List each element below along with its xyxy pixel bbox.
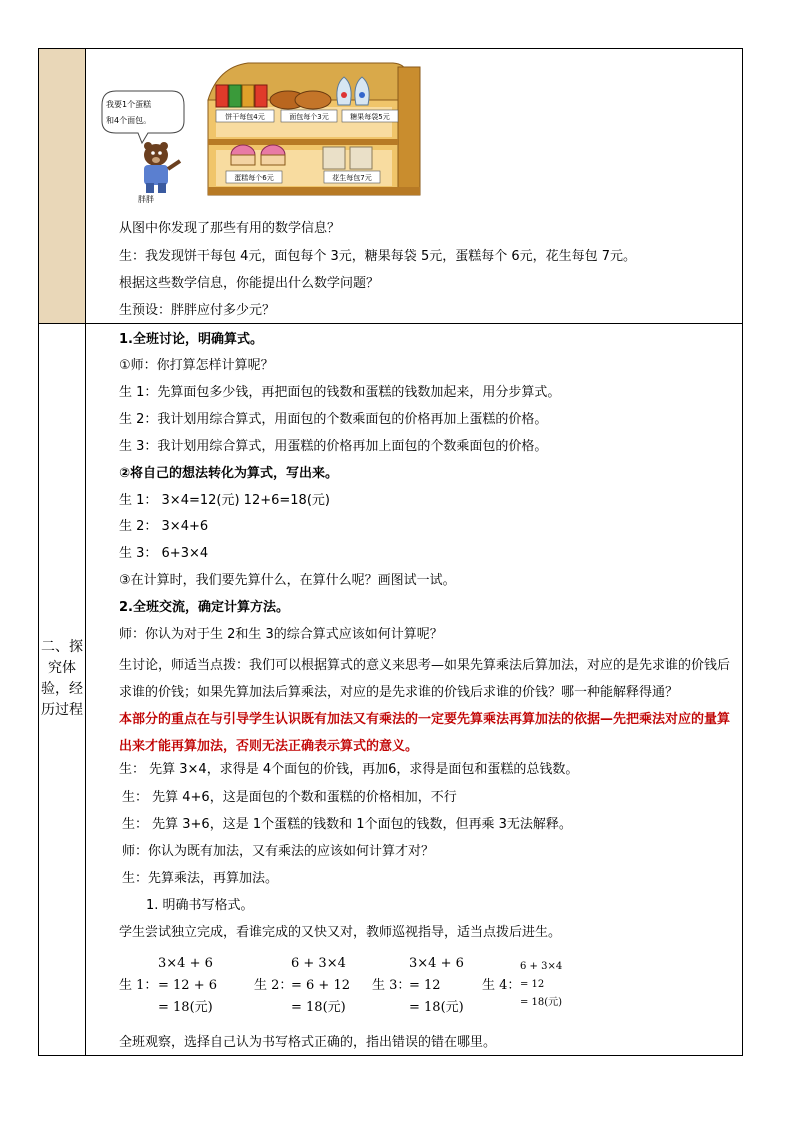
work-2-line-1: 6 + 3×4	[291, 956, 346, 971]
label-peanut: 花生每包7元	[332, 174, 372, 182]
para-10: 生讨论，师适当点拨：我们可以根据算式的意义来思考—如果先算乘法后算加法，对应的是先求谁的价钱后求谁的价钱；如果先算加法后算乘法，对应的是先求谁的价钱后求谁的价钱？哪一种能解释得通？	[119, 658, 731, 700]
heading-1: 1.全班讨论，明确算式。	[119, 332, 263, 347]
work-1-line-1: 3×4 + 6	[158, 956, 213, 971]
para-2: 生 1：先算面包多少钱，再把面包的钱数和蛋糕的钱数加起来，用分步算式。	[119, 385, 561, 400]
section-label: 二、探究体验，经历过程	[41, 639, 83, 718]
para-6: 生 2： 3×4+6	[119, 519, 209, 534]
work-2-line-2: = 6 + 12	[291, 978, 350, 993]
para-9: 师：你认为对于生 2和生 3的综合算式应该如何计算呢？	[119, 627, 443, 642]
para-1: ①师：你打算怎样计算呢？	[119, 358, 274, 373]
work-2-line-3: = 18(元)	[291, 1000, 346, 1015]
work-3-line-1: 3×4 + 6	[409, 956, 464, 971]
content-column	[86, 49, 742, 1055]
work-label-4: 生 4：	[482, 978, 521, 993]
work-4-line-2: = 12	[520, 979, 545, 990]
heading-3: 2.全班交流，确定计算方法。	[119, 600, 289, 615]
heading-4: 1. 明确书写格式。	[146, 898, 254, 913]
speech-line-1: 我要1个蛋糕	[106, 100, 152, 109]
para-17: 学生尝试独立完成，看谁完成的又快又对，教师巡视指导，适当点拨后进生。	[119, 925, 562, 940]
heading-2: ②将自己的想法转化为算式，写出来。	[119, 466, 339, 481]
para-5: 生 1： 3×4=12(元) 12+6=18(元)	[119, 493, 330, 508]
answer-1: 生：我发现饼干每包 4元，面包每个 3元，糖果每袋 5元，蛋糕每个 6元，花生每包 7元。	[119, 249, 637, 264]
character-name: 胖胖	[138, 195, 154, 203]
work-4-line-3: = 18(元)	[520, 997, 563, 1008]
para-13: 生： 先算 4+6，这是面包的个数和蛋糕的价格相加，不行	[122, 790, 457, 805]
work-3-line-3: = 18(元)	[409, 1000, 464, 1015]
work-1-line-2: = 12 + 6	[158, 978, 217, 993]
question-1: 从图中你发现了那些有用的数学信息？	[119, 221, 341, 236]
work-3-line-2: = 12	[409, 978, 441, 993]
para-12: 生： 先算 3×4，求得是 4个面包的价钱，再加6，求得是面包和蛋糕的总钱数。	[119, 762, 579, 777]
work-1-line-3: = 18(元)	[158, 1000, 213, 1015]
left-column	[39, 49, 86, 1055]
label-biscuit: 饼干每包4元	[225, 113, 265, 121]
shop-illustration	[98, 55, 428, 203]
speech-line-2: 和4个面包。	[106, 116, 152, 125]
shaded-cell	[39, 49, 85, 323]
para-3: 生 2：我计划用综合算式，用面包的个数乘面包的价格再加上蛋糕的价格。	[119, 412, 548, 427]
para-14: 生： 先算 3+6，这是 1个蛋糕的钱数和 1个面包的钱数，但再乘 3无法解释。	[122, 817, 572, 832]
answer-2: 生预设：胖胖应付多少元？	[119, 303, 276, 318]
para-18: 全班观察，选择自己认为书写格式正确的，指出错误的错在哪里。	[119, 1035, 497, 1050]
para-15: 师：你认为既有加法，又有乘法的应该如何计算才对？	[122, 844, 435, 859]
lesson-table	[38, 48, 743, 1056]
work-label-1: 生 1：	[119, 978, 158, 993]
label-bread: 面包每个3元	[289, 113, 329, 121]
para-8: ③在计算时，我们要先算什么，在算什么呢？画图试一试。	[119, 573, 456, 588]
para-4: 生 3：我计划用综合算式，用蛋糕的价格再加上面包的个数乘面包的价格。	[119, 439, 548, 454]
para-11-emphasis: 本部分的重点在与引导学生认识既有加法又有乘法的一定要先算乘法再算加法的依据—先把乘法对应的量算出来才能再算加法，否则无法正确表示算式的意义。	[119, 712, 731, 754]
work-label-3: 生 3：	[372, 978, 411, 993]
label-cake: 蛋糕每个6元	[234, 174, 274, 182]
label-candy: 糖果每袋5元	[350, 113, 390, 121]
work-4-line-1: 6 + 3×4	[520, 961, 563, 972]
para-16: 生：先算乘法，再算加法。	[122, 871, 279, 886]
question-2: 根据这些数学信息，你能提出什么数学问题？	[119, 276, 380, 291]
work-label-2: 生 2：	[254, 978, 293, 993]
para-7: 生 3： 6+3×4	[119, 546, 209, 561]
